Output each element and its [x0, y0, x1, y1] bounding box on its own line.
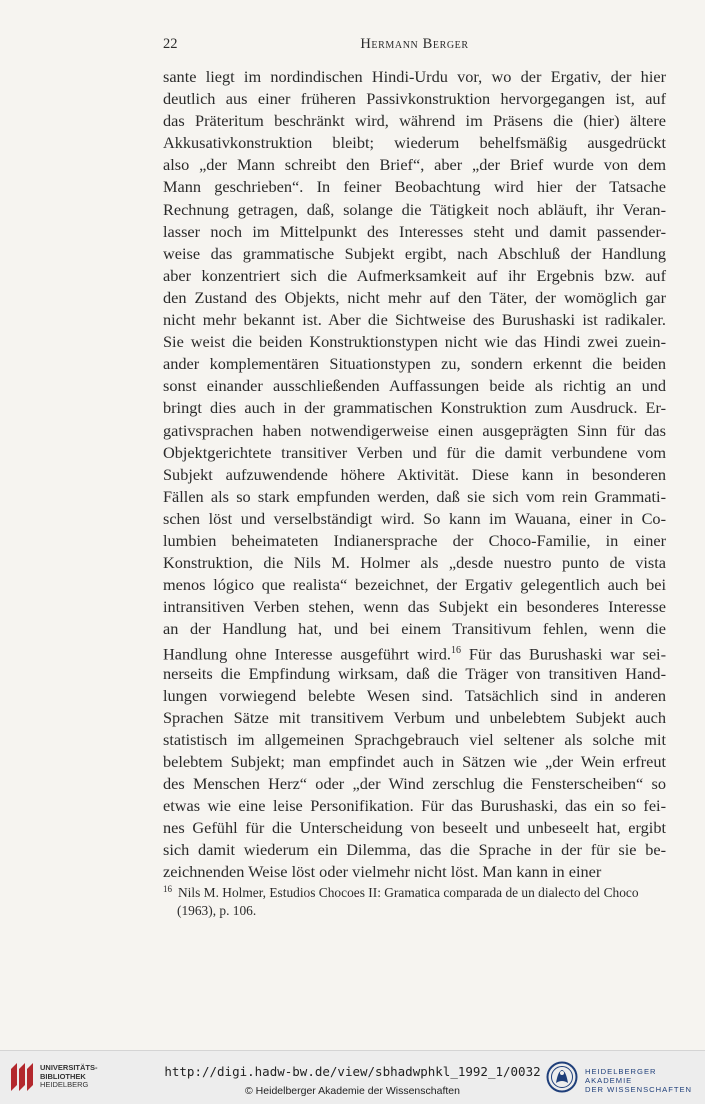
academy-line: DER WISSENSCHAFTEN: [585, 1085, 693, 1094]
academy-line: HEIDELBERGER AKADEMIE: [585, 1067, 657, 1085]
text-line: gativsprachen haben notwendigerweise einen ausgeprägten Sinn für das: [163, 420, 666, 440]
text-line: statistisch im allgemeinen Sprachgebrauch viel seltener als solche mit: [163, 729, 666, 749]
text-line: etwas wie eine leise Personifikation. Für das Burushaski, das ein so fei-: [163, 796, 666, 816]
text-line: Sie weist die beiden Konstruktionstypen nicht wie das Hindi zwei zuein-: [163, 332, 666, 352]
footnote-text: Nils M. Holmer, Estudios Chocoes II: Gramatica comparada de un dialecto del Choco: [178, 885, 639, 900]
text-line: intransitiven Verben stehen, wenn das Subjekt ein besonderes Interesse: [163, 597, 666, 617]
text-line: lungen vorwiegend belebte Wesen sind. Tatsächlich sind in anderen: [163, 685, 666, 705]
text-line: an der Handlung hat, und bei einem Transitivum fehlen, wenn die: [163, 619, 666, 639]
text-line: nicht mehr bekannt ist. Aber die Sichtweise des Burushaski ist radikaler.: [163, 310, 666, 330]
copyright-notice: © Heidelberger Akademie der Wissenschaften: [245, 1085, 460, 1097]
text-line: des Menschen Herz“ oder „der Wind zerschlug die Fensterscheiben“ so: [163, 774, 666, 793]
text-line: belebtem Subjekt; man empfindet auch in Sätzen wie „der Wein erfreut: [163, 751, 666, 771]
text-line: Sprachen Sätze mit transitivem Verbum und unbelebtem Subjekt auch: [163, 707, 666, 727]
text-line: sich damit wiederum ein Dilemma, das die Sprache in der für sie be-: [163, 840, 666, 860]
text-line: Rechnung getragen, daß, solange die Tätigkeit noch abläuft, ihr Veran-: [163, 199, 666, 219]
text-line: ander komplementären Situationstypen zu, sondern erkennt die beiden: [163, 354, 666, 374]
text-line: deutlich aus einer früheren Passivkonstruktion hervorgegangen ist, auf: [163, 89, 666, 109]
ub-line: UNIVERSITÄTS-: [40, 1063, 98, 1072]
text-line: schen löst und verselbständigt wird. So kann im Wauana, einer in Co-: [163, 508, 666, 528]
text-line: aber konzentriert sich die Aufmerksamkeit auf ihr Ergebnis bzw. auf: [163, 265, 666, 285]
text-line: Objektgerichtete transitiver Verben und für die damit verbundene vom: [163, 442, 666, 462]
academy-name[interactable]: [585, 1067, 705, 1094]
footnote: [163, 880, 666, 920]
footnote-reference: 16: [450, 645, 461, 657]
footnote-line: (1963), p. 106.: [177, 903, 257, 918]
text-line: sonst einander ausschließenden Auffassungen beide als richtig an und: [163, 376, 666, 396]
permalink-url[interactable]: http://digi.hadw-bw.de/view/sbhadwphkl_1992_1/0032: [164, 1064, 541, 1079]
text-line: Mann geschrieben“. In feiner Beobachtung wird hier der Tatsache: [163, 177, 666, 197]
text-line: also „der Mann schreibt den Brief“, aber „der Brief wurde von dem: [163, 155, 666, 175]
text-line: das Präteritum beschränkt wird, während im Präsens die (hier) ältere: [163, 111, 666, 131]
footnote-line: [163, 880, 666, 902]
viewer-footer: [0, 1050, 705, 1104]
ub-line: HEIDELBERG: [40, 1080, 89, 1089]
text-line: zeichnenden Weise löst oder vielmehr nicht löst. Man kann in einer: [163, 862, 602, 882]
text-line: lasser noch im Mittelpunkt des Interesses steht und damit passender-: [163, 221, 666, 241]
text-line: Konstruktion, die Nils M. Holmer als „desde nuestro punto de vista: [163, 553, 666, 573]
text-line: nes Gefühl für die Unterscheidung von beseelt und unbeseelt hat, ergibt: [163, 818, 666, 838]
text-line: Handlung ohne Interesse ausgeführt wird.$^{16}$ Für das Burushaski war sei-: [163, 644, 666, 664]
text-line: nerseits die Empfindung wirksam, daß die Träger von transitiven Hand-: [163, 663, 666, 683]
footnote-marker: 16: [163, 884, 172, 894]
text-line: sante liegt im nordindischen Hindi-Urdu vor, wo der Ergativ, der hier: [163, 67, 666, 86]
text-line: Akkusativkonstruktion bleibt; wiederum behelfsmäßig ausgedrückt: [163, 133, 666, 153]
text-line: Fällen als so stark empfunden werden, daß sie sich vom rein Grammati-: [163, 486, 666, 506]
text-line: lumbien beheimateten Indianersprache der Choco-Familie, in einer: [163, 530, 666, 550]
running-title: Hermann Berger: [360, 36, 469, 52]
ub-line: BIBLIOTHEK: [40, 1071, 86, 1081]
body-text: [163, 66, 666, 883]
running-head: [163, 36, 666, 56]
text-line: menos lógico que realista“ bezeichnet, der Ergativ gelegentlich auch bei: [163, 575, 666, 595]
text-line: den Zustand des Objekts, nicht mehr auf den Täter, der womöglich gar: [163, 287, 666, 307]
text-line: weise das grammatische Subjekt ergibt, nach Abschluß der Handlung: [163, 243, 666, 263]
page-number: 22: [163, 36, 178, 52]
academy-seal-icon[interactable]: [546, 1061, 578, 1093]
text-line: bringt dies auch in der grammatischen Konstruktion zum Ausdruck. Er-: [163, 398, 666, 418]
text-line: Subjekt aufzuwendende höhere Aktivität. Diese kann in besonderen: [163, 464, 666, 484]
